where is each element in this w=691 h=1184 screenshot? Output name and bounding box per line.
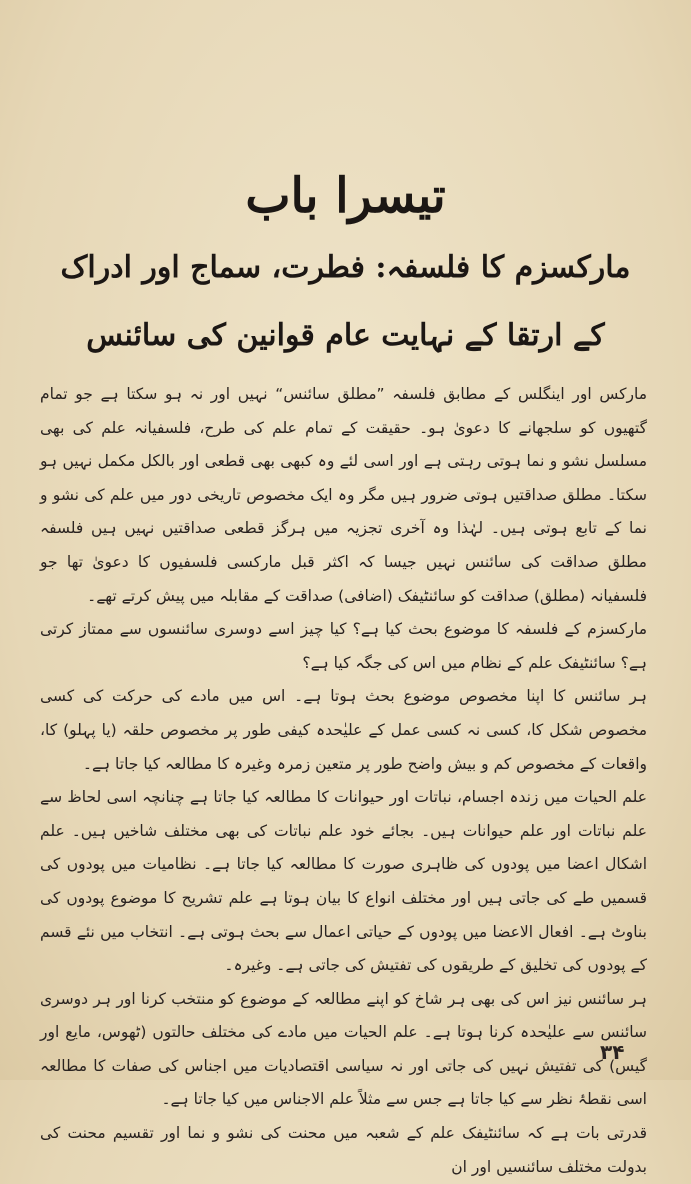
chapter-subtitle-line-2: کے ارتقا کے نہایت عام قوانین کی سائنس [86, 318, 605, 353]
chapter-title: تیسرا باب [245, 168, 446, 224]
paragraph-1: مارکس اور اینگلس کے مطابق فلسفہ ”مطلق سائنس“ نہیں اور نہ ہو سکتا ہے جو تمام گتھیوں کو سلجھانے کا دعویٰ ہو۔ حقیقت کے تمام علم کی طرح، فلسفیانہ علم کی بھی مسلسل نشو و نما ہوتی رہتی ہے اور اسی لئے وہ کبھی بھی قطعی اور بالکل مکمل نہیں ہو سکتا۔ مطلق صداقتیں ہوتی ضرور ہیں مگر وہ ایک مخصوص تاریخی دور میں علم کی نشو و نما کے تابع ہوتی ہیں۔ لہٰذا وہ آخری تجزیہ میں ہرگز قطعی صداقتیں نہیں ہیں فلسفہ مطلق صداقت کی سائنس نہیں جیسا کہ اکثر قبل مارکسی فلسفیوں کا دعویٰ تھا جو فلسفیانہ (مطلق) صداقت کو سائنٹیفک (اضافی) صداقت کے مقابلہ میں پیش کرتے تھے۔ [40, 385, 647, 605]
paragraph-2: مارکسزم کے فلسفہ کا موضوع بحث کیا ہے؟ کیا چیز اسے دوسری سائنسوں سے ممتاز کرتی ہے؟ سائنٹیفک علم کے نظام میں اس کی جگہ کیا ہے؟ [40, 620, 647, 672]
body-text [40, 378, 647, 1184]
paragraph-5: ہر سائنس نیز اس کی بھی ہر شاخ کو اپنے مطالعہ کے موضوع کو منتخب کرنا اور ہر دوسری سائنس سے علیٰحدہ کرنا ہوتا ہے۔ علم الحیات میں مادے کی مختلف حالتوں (ٹھوس، مایع اور گیس) کی تفتیش نہیں کی جاتی اور نہ سیاسی اقتصادیات میں اجناس کی صفات کا مطالعہ اسی نقطۂ نظر سے کیا جاتا ہے جس سے مثلاً علم الاجناس میں کیا جاتا ہے۔ [40, 989, 647, 1109]
page-number: ۳۴ [600, 1040, 625, 1064]
paragraph-6: قدرتی بات ہے کہ سائنٹیفک علم کے شعبہ میں محنت کی نشو و نما اور تقسیم محنت کی بدولت مختلف سائنسیں اور ان [40, 1124, 647, 1176]
paragraph-3: ہر سائنس کا اپنا مخصوص موضوع بحث ہوتا ہے۔ اس میں مادے کی حرکت کی کسی مخصوص شکل کا، کسی نہ کسی عمل کے علیٰحدہ کیفی طور پر مخصوص حلقہ (یا پہلو) کا، واقعات کے مخصوص کم و بیش واضح طور پر متعین زمرہ وغیرہ کا مطالعہ کیا جاتا ہے۔ [40, 687, 647, 773]
chapter-subtitle-line-1: مارکسزم کا فلسفہ: فطرت، سماج اور ادراک [60, 250, 631, 285]
paragraph-4: علم الحیات میں زندہ اجسام، نباتات اور حیوانات کا مطالعہ کیا جاتا ہے چنانچہ اسی لحاظ سے علم نباتات اور علم حیوانات ہیں۔ بجائے خود علم نباتات کی بھی مختلف شاخیں ہیں۔ علم اشکال اعضا میں پودوں کی ظاہری صورت کا مطالعہ کیا جاتا ہے۔ نظامیات میں پودوں کی قسمیں طے کی جاتی ہیں اور مختلف انواع کا بیان ہوتا ہے علم تشریح کا موضوع پودوں کی بناوٹ ہے۔ افعال الاعضا میں پودوں کے حیاتی اعمال سے بحث ہوتی ہے۔ انتخاب میں نئے قسم کے پودوں کی تخلیق کے طریقوں کی تفتیش کی جاتی ہے۔ وغیرہ۔ [40, 788, 647, 975]
